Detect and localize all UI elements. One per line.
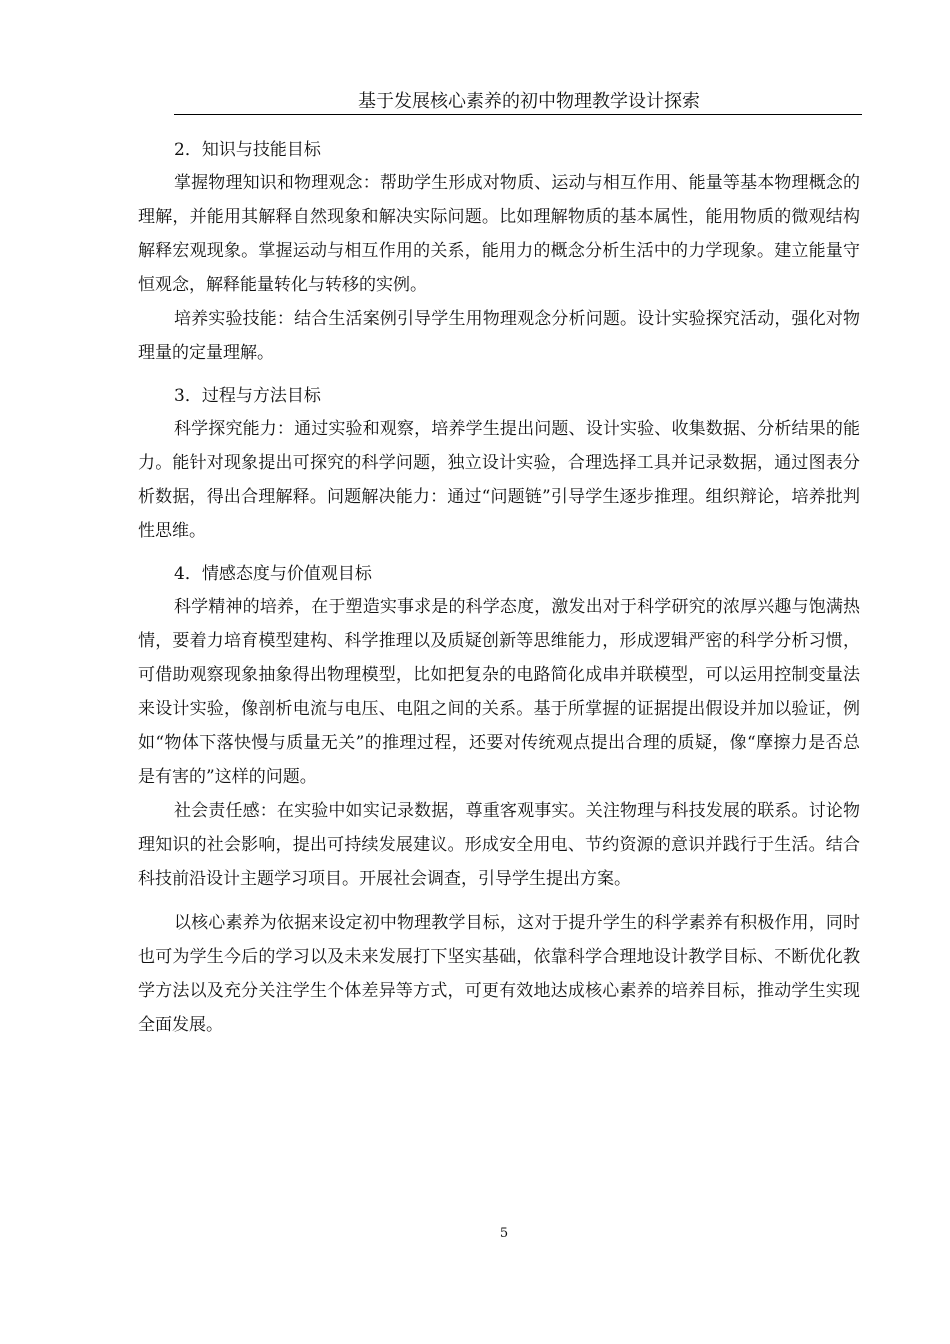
paragraph-social-responsibility: 社会责任感：在实验中如实记录数据，尊重客观事实。关注物理与科技发展的联系。讨论物理知识的社会影响，提出可持续发展建议。形成安全用电、节约资源的意识并践行于生活。结合科技前沿设计主题学习项目。开展社会调查，引导学生提出方案。 bbox=[138, 801, 860, 889]
paragraph-physics-concepts: 掌握物理知识和物理观念：帮助学生形成对物质、运动与相互作用、能量等基本物理概念的理解，并能用其解释自然现象和解决实际问题。比如理解物质的基本属性，能用物质的微观结构解释宏观现象。掌握运动与相互作用的关系，能用力的概念分析生活中的力学现象。建立能量守恒观念，解释能量转化与转移的实例。 bbox=[138, 173, 860, 295]
paragraph-experiment-skills: 培养实验技能：结合生活案例引导学生用物理观念分析问题。设计实验探究活动，强化对物理量的定量理解。 bbox=[138, 309, 860, 363]
section-heading-attitude-values: 4．情感态度与价值观目标 bbox=[174, 564, 372, 584]
section-heading-knowledge-skills: 2．知识与技能目标 bbox=[174, 140, 321, 160]
section-heading-process-methods: 3．过程与方法目标 bbox=[174, 386, 321, 406]
body-content bbox=[138, 134, 860, 1042]
running-header bbox=[174, 90, 862, 115]
header-title: 基于发展核心素养的初中物理教学设计探索 bbox=[358, 91, 700, 112]
paragraph-conclusion: 以核心素养为依据来设定初中物理教学目标，这对于提升学生的科学素养有积极作用，同时也可为学生今后的学习以及未来发展打下坚实基础，依靠科学合理地设计教学目标、不断优化教学方法以及充分关注学生个体差异等方式，可更有效地达成核心素养的培养目标，推动学生实现全面发展。 bbox=[138, 913, 860, 1035]
paragraph-scientific-inquiry: 科学探究能力：通过实验和观察，培养学生提出问题、设计实验、收集数据、分析结果的能力。能针对现象提出可探究的科学问题，独立设计实验，合理选择工具并记录数据，通过图表分析数据，得出合理解释。问题解决能力：通过“问题链”引导学生逐步推理。组织辩论，培养批判性思维。 bbox=[138, 419, 860, 541]
page-number: 5 bbox=[499, 1226, 509, 1241]
paragraph-scientific-spirit: 科学精神的培养，在于塑造实事求是的科学态度，激发出对于科学研究的浓厚兴趣与饱满热情，要着力培育模型建构、科学推理以及质疑创新等思维能力，形成逻辑严密的科学分析习惯，可借助观察现象抽象得出物理模型，比如把复杂的电路简化成串并联模型，可以运用控制变量法来设计实验，像剖析电流与电压、电阻之间的关系。基于所掌握的证据提出假设并加以验证，例如“物体下落快慢与质量无关”的推理过程，还要对传统观点提出合理的质疑，像“摩擦力是否总是有害的”这样的问题。 bbox=[138, 597, 860, 787]
